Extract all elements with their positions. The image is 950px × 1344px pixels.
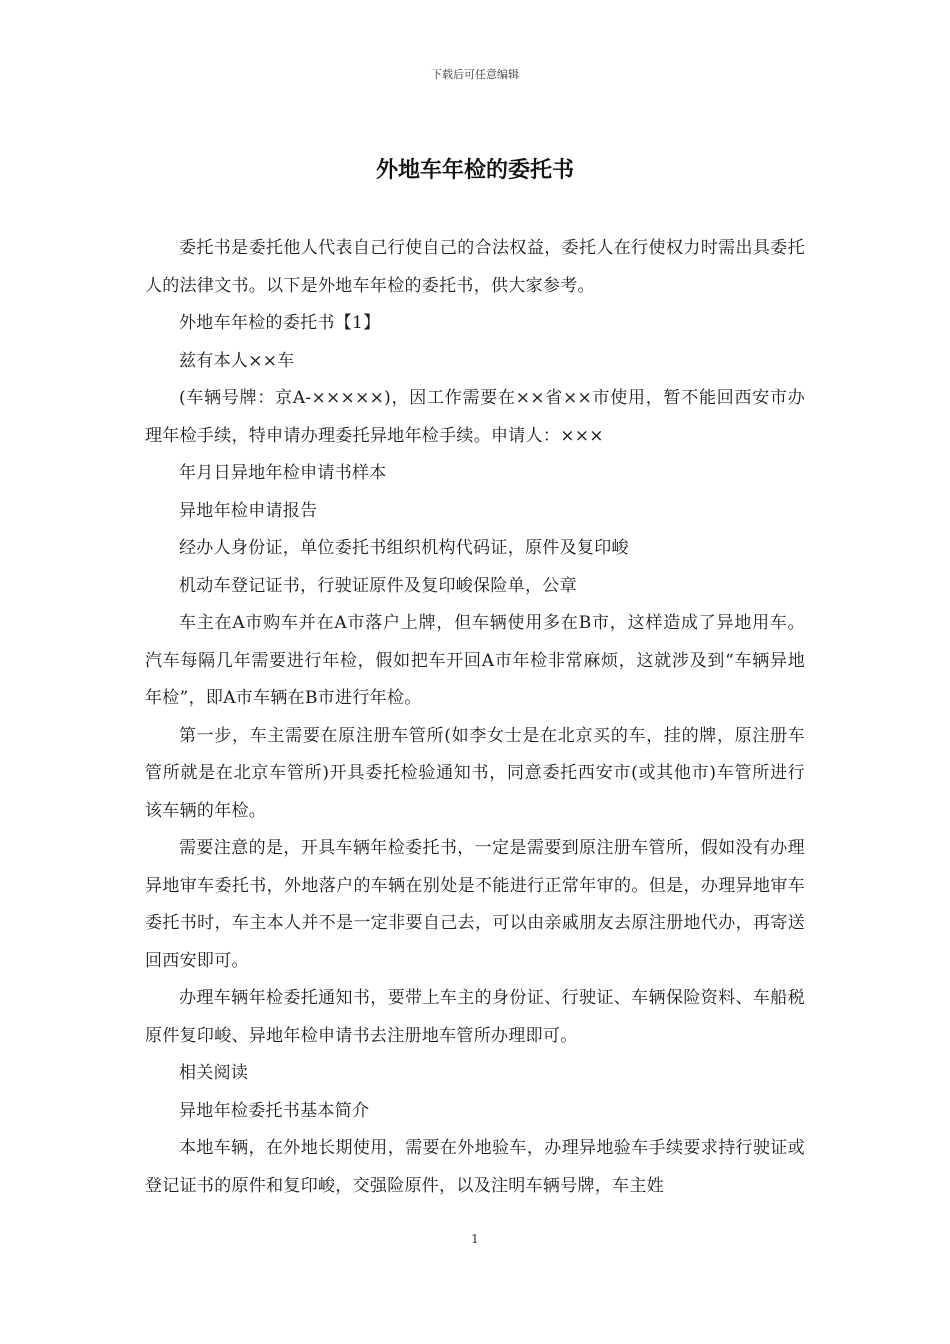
paragraph: 异地年检申请报告 — [179, 500, 318, 521]
paragraph: 第一步，车主需要在原注册车管所(如李女士是在北京买的车，挂的牌，原注册车管所就是在北京车管所)开具委托检验通知书，同意委托西安市(或其他市)车管所进行该车辆的年检。 — [145, 725, 805, 821]
paragraph-related-reading: 相关阅读 — [179, 1063, 249, 1083]
page-number: 1 — [471, 1232, 479, 1246]
page-header-note: 下载后可任意编辑 — [431, 68, 519, 81]
paragraph: 车主在A市购车并在A市落户上牌，但车辆使用多在B市，这样造成了异地用车。汽车每隔几年需要进行年检，假如把车开回A市年检非常麻烦，这就涉及到“车辆异地年检”，即A市车辆在B市进行年检。 — [145, 613, 805, 708]
paragraph: 兹有本人××车 — [179, 350, 295, 371]
paragraph-section-heading-1: 外地车年检的委托书【1】 — [179, 313, 381, 333]
paragraph: 经办人身份证，单位委托书组织机构代码证，原件及复印峻 — [179, 538, 629, 558]
paragraph: 异地年检委托书基本简介 — [179, 1100, 370, 1121]
paragraph-intro: 委托书是委托他人代表自己行使自己的合法权益，委托人在行使权力时需出具委托人的法律文书。以下是外地车年检的委托书，供大家参考。 — [145, 238, 805, 296]
paragraph: 机动车登记证书，行驶证原件及复印峻保险单，公章 — [179, 575, 577, 596]
paragraph: (车辆号牌：京A-×××××)，因工作需要在××省××市使用，暂不能回西安市办理年检手续，特申请办理委托异地年检手续。申请人：××× — [145, 388, 805, 446]
paragraph: 年月日异地年检申请书样本 — [179, 463, 387, 483]
paragraph: 办理车辆年检委托通知书，要带上车主的身份证、行驶证、车辆保险资料、车船税原件复印峻、异地年检申请书去注册地车管所办理即可。 — [145, 988, 805, 1046]
paragraph: 需要注意的是，开具车辆年检委托书，一定是需要到原注册车管所，假如没有办理异地审车委托书，外地落户的车辆在别处是不能进行正常年审的。但是，办理异地审车委托书时，车主本人并不是一定非要自己去，可以由亲戚朋友去原注册地代办，再寄送回西安即可。 — [145, 838, 805, 971]
paragraph: 本地车辆，在外地长期使用，需要在外地验车，办理异地验车手续要求持行驶证或登记证书的原件和复印峻，交强险原件，以及注明车辆号牌，车主姓 — [145, 1138, 805, 1196]
document-body — [145, 230, 805, 1205]
document-title: 外地车年检的委托书 — [375, 157, 574, 183]
